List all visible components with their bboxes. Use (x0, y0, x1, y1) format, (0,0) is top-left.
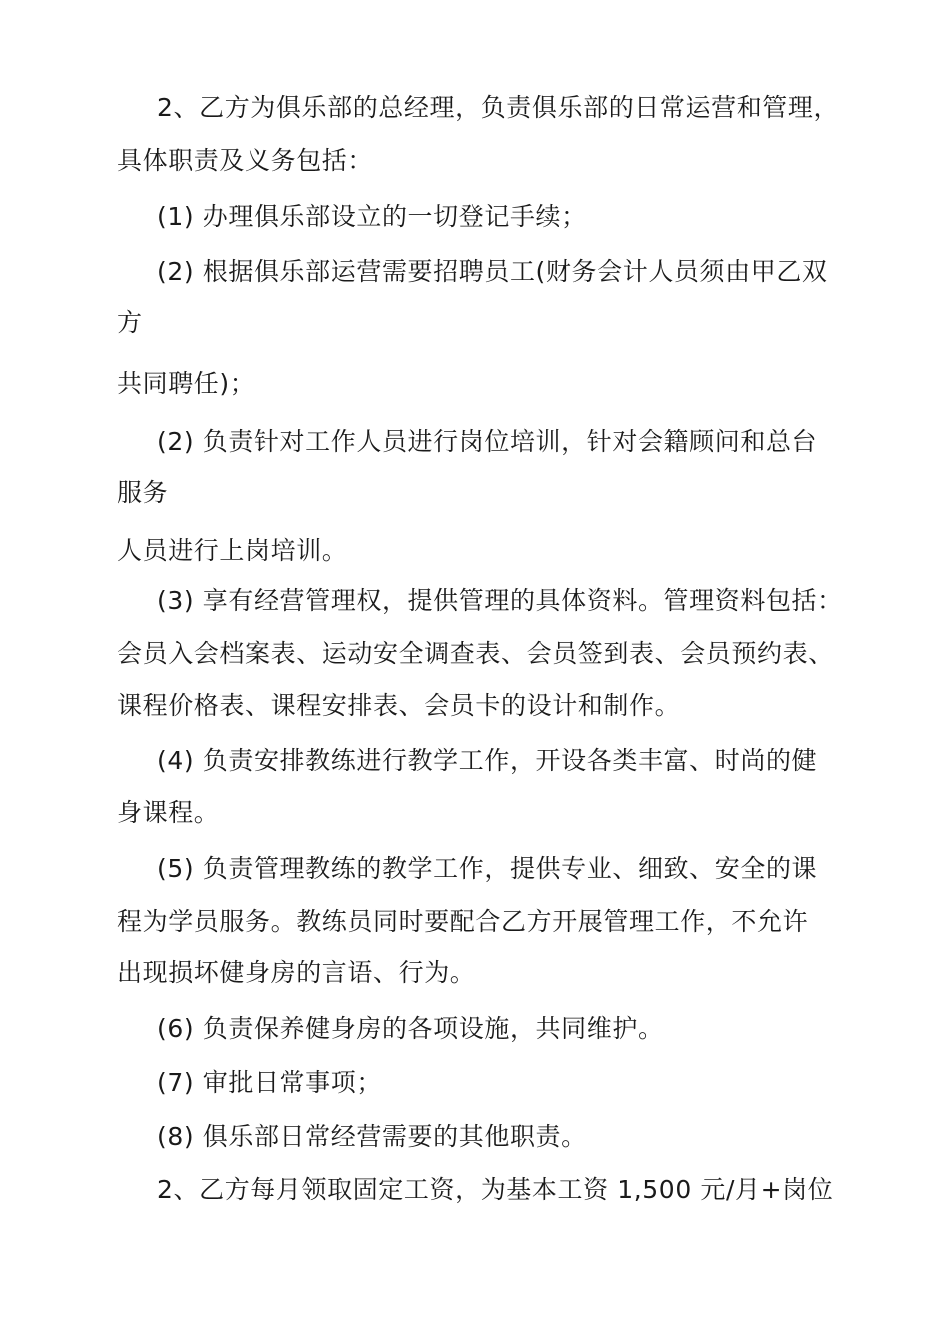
paragraph-line: 程为学员服务。教练员同时要配合乙方开展管理工作，不允许 (117, 907, 809, 936)
list-item-line: (2) 负责针对工作人员进行岗位培训，针对会籍顾问和总台 (157, 427, 818, 456)
paragraph-line: 具体职责及义务包括： (117, 146, 374, 175)
list-item-line: (4) 负责安排教练进行教学工作，开设各类丰富、时尚的健 (157, 746, 818, 775)
list-item-line: (6) 负责保养健身房的各项设施，共同维护。 (157, 1014, 664, 1043)
paragraph-line: 服务 (117, 478, 169, 507)
paragraph-line: 人员进行上岗培训。 (117, 536, 348, 565)
paragraph-line: 会员入会档案表、运动安全调查表、会员签到表、会员预约表、 (117, 639, 834, 668)
list-item-line: (2) 根据俱乐部运营需要招聘员工(财务会计人员须由甲乙双 (157, 257, 828, 286)
list-item-line: (3) 享有经营管理权，提供管理的具体资料。管理资料包括： (157, 586, 843, 615)
paragraph-line: 方 (117, 308, 143, 337)
paragraph-line: 2、乙方每月领取固定工资，为基本工资 1,500 元/月+岗位 (157, 1175, 834, 1204)
paragraph-line: 共同聘任)； (117, 369, 256, 398)
list-item-line: (8) 俱乐部日常经营需要的其他职责。 (157, 1122, 587, 1151)
paragraph-line: 身课程。 (117, 798, 220, 827)
paragraph-line: 2、乙方为俱乐部的总经理，负责俱乐部的日常运营和管理， (157, 93, 840, 122)
list-item-line: (5) 负责管理教练的教学工作，提供专业、细致、安全的课 (157, 854, 818, 883)
paragraph-line: 出现损坏健身房的言语、行为。 (117, 958, 476, 987)
list-item-line: (1) 办理俱乐部设立的一切登记手续； (157, 202, 587, 231)
paragraph-line: 课程价格表、课程安排表、会员卡的设计和制作。 (117, 691, 681, 720)
list-item-line: (7) 审批日常事项； (157, 1068, 382, 1097)
